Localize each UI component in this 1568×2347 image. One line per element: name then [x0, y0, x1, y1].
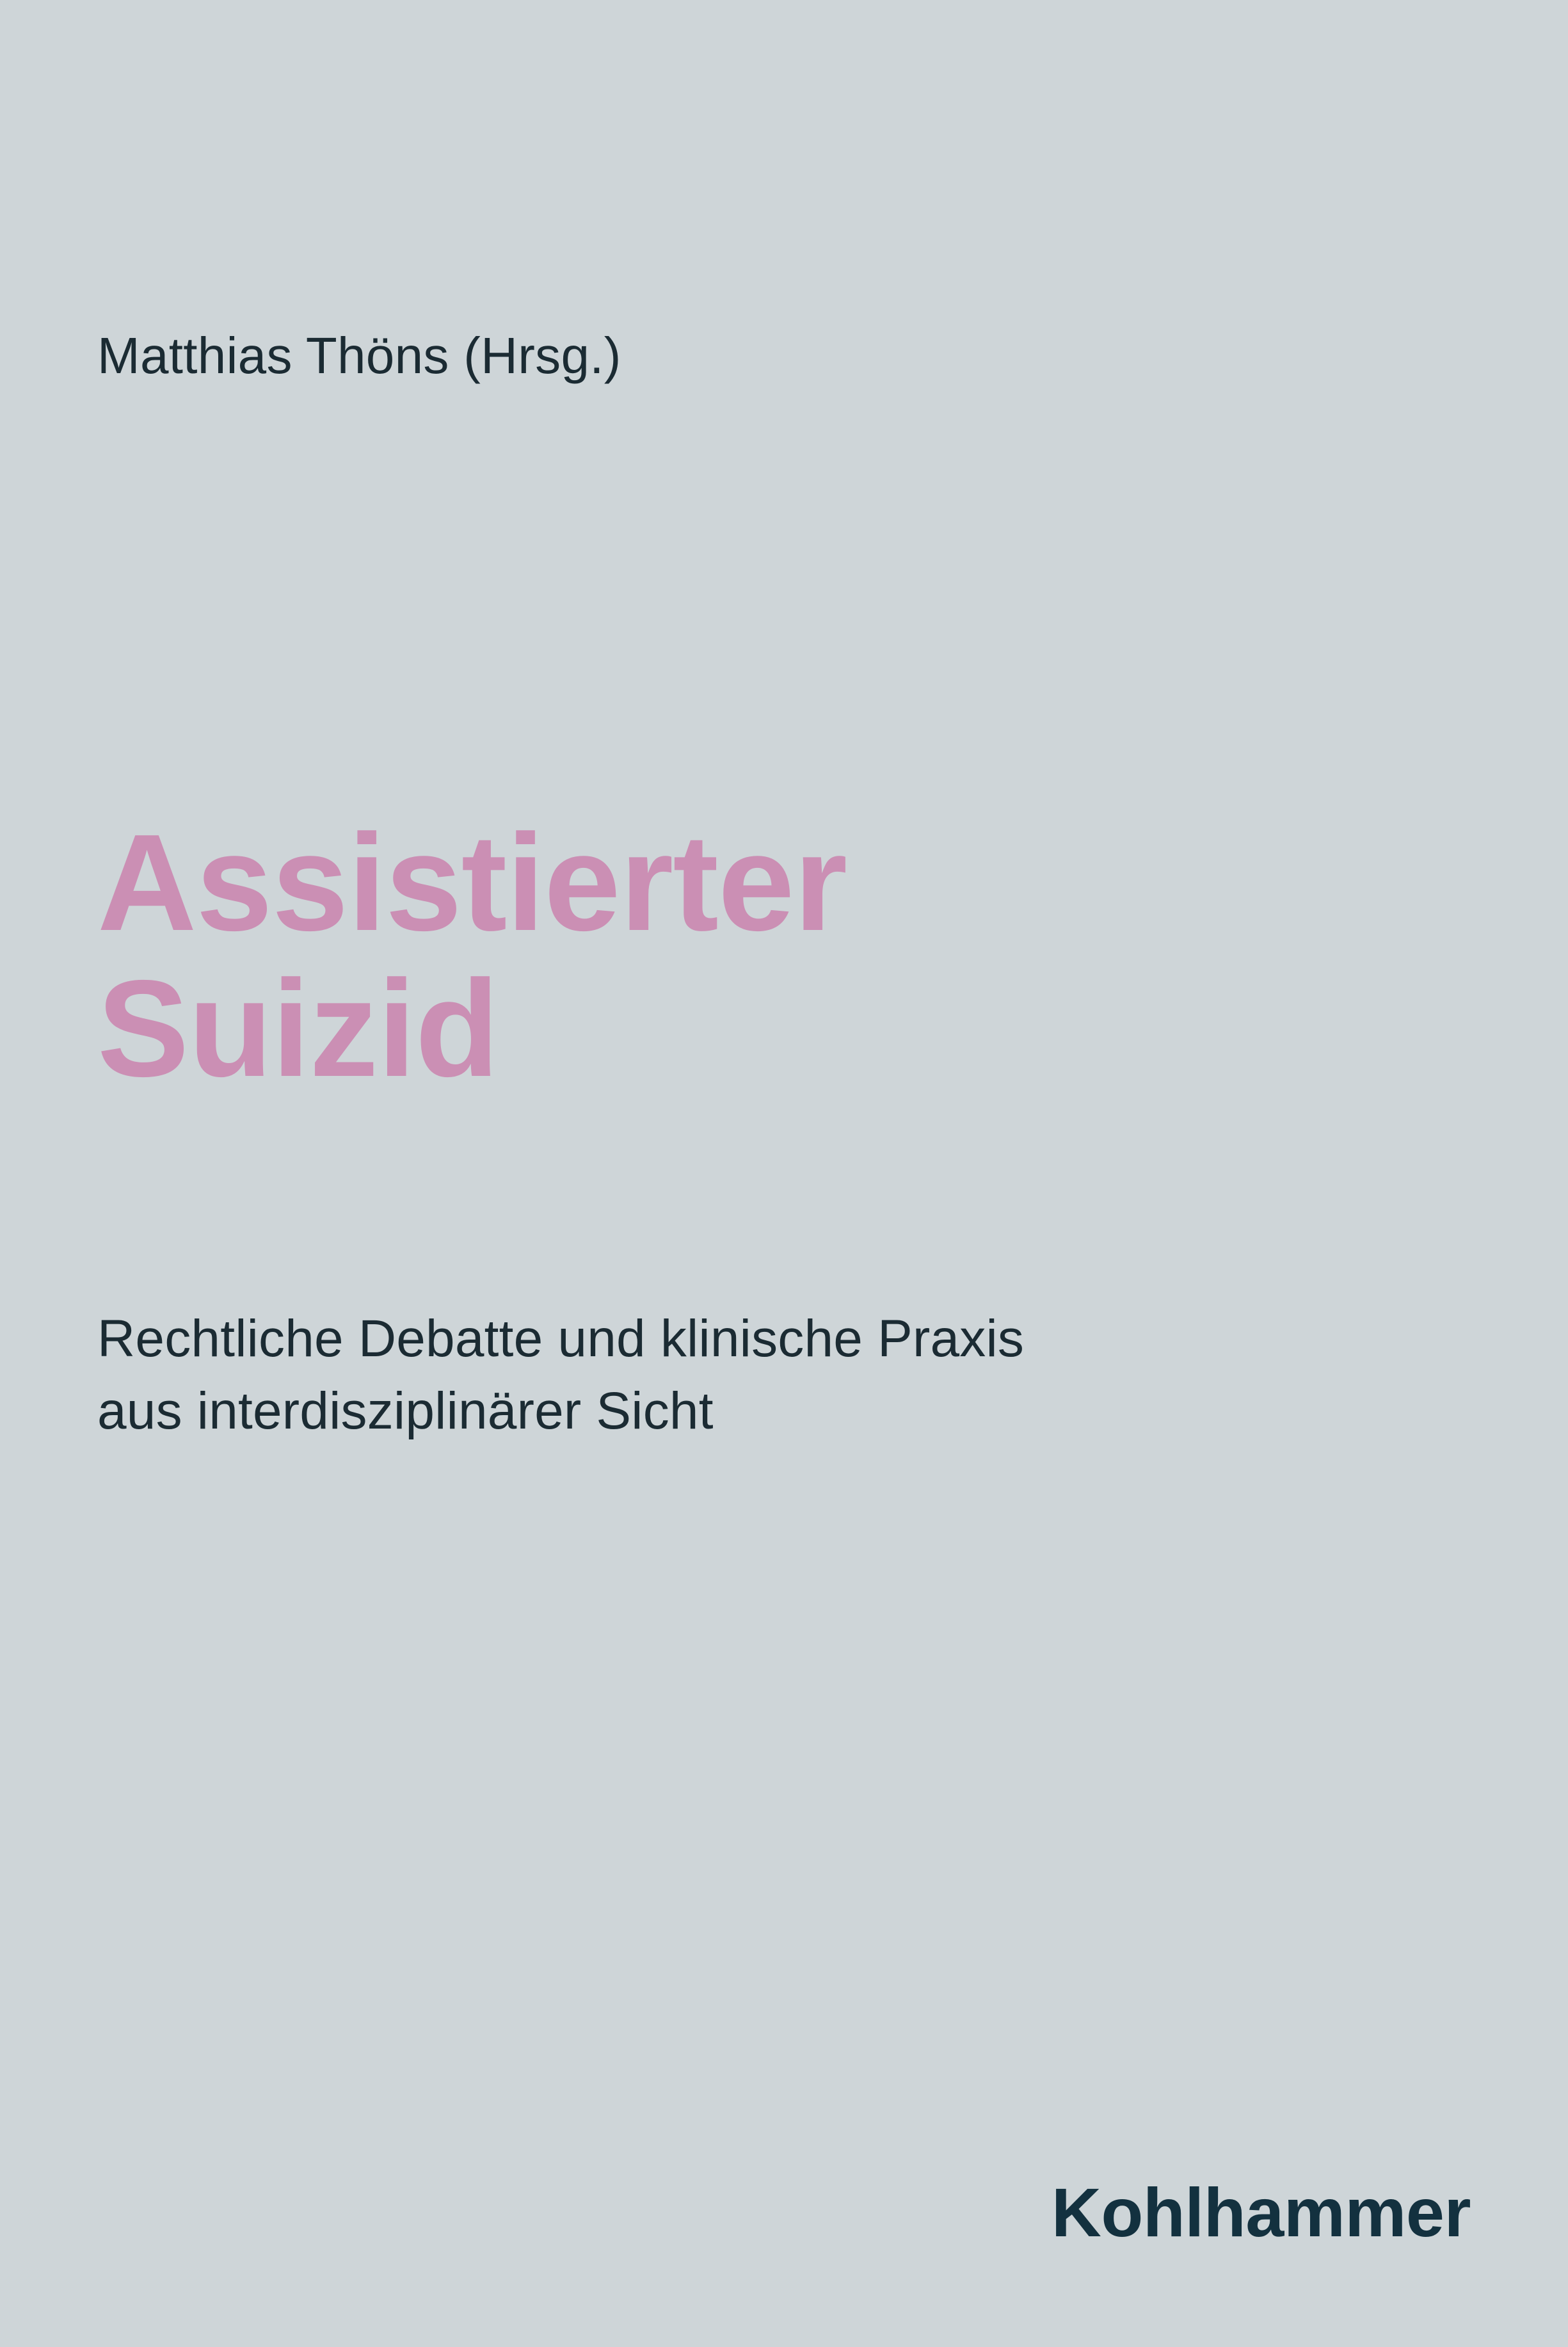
book-title-line-2: Suizid [97, 950, 499, 1105]
book-subtitle [97, 1302, 1024, 1447]
book-title-line-1: Assistierter [97, 805, 847, 959]
book-title [97, 805, 847, 1105]
book-subtitle-line-2: aus interdisziplinärer Sicht [97, 1382, 714, 1441]
publisher-logo: Kohlhammer [1051, 2174, 1471, 2251]
book-subtitle-line-1: Rechtliche Debatte und klinische Praxis [97, 1310, 1025, 1368]
editor-credit: Matthias Thöns (Hrsg.) [97, 327, 621, 384]
